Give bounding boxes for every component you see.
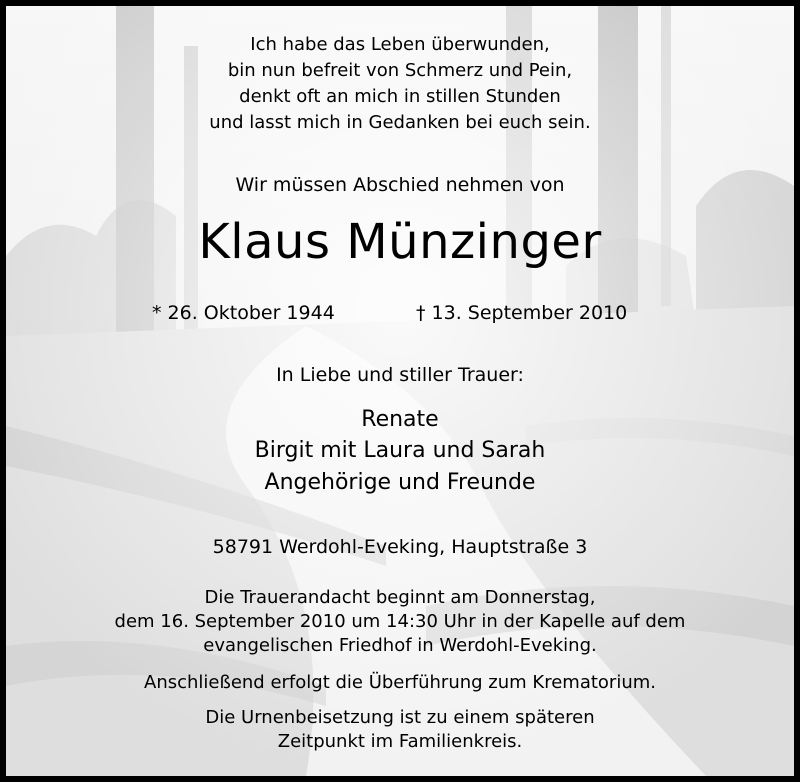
intro-line: Wir müssen Abschied nehmen von xyxy=(235,174,565,196)
verse-line-1: Ich habe das Leben überwunden, xyxy=(250,34,550,55)
transfer-line: Anschließend erfolgt die Überführung zum Krematorium. xyxy=(144,672,656,693)
birth-date: * 26. Oktober 1944 xyxy=(152,302,335,324)
service-line-3: evangelischen Friedhof in Werdohl-Eveking. xyxy=(203,635,597,656)
address: 58791 Werdohl-Eveking, Hauptstraße 3 xyxy=(212,536,588,558)
life-dates xyxy=(6,302,794,326)
mourner-1: Renate xyxy=(361,407,439,432)
verse-line-2: bin nun befreit von Schmerz und Pein, xyxy=(227,60,573,81)
deceased-name: Klaus Münzinger xyxy=(198,214,602,270)
verse-line-3: denkt oft an mich in stillen Stunden xyxy=(239,86,561,107)
urn-line-2: Zeitpunkt im Familienkreis. xyxy=(277,731,523,752)
grief-line: In Liebe und stiller Trauer: xyxy=(276,364,524,386)
service-line-2: dem 16. September 2010 um 14:30 Uhr in der Kapelle auf dem xyxy=(114,611,686,632)
death-date: † 13. September 2010 xyxy=(416,302,628,324)
mourner-3: Angehörige und Freunde xyxy=(264,470,536,495)
mourner-2: Birgit mit Laura und Sarah xyxy=(254,438,546,463)
service-line-1: Die Trauerandacht beginnt am Donnerstag, xyxy=(204,587,596,608)
verse-line-4: und lasst mich in Gedanken bei euch sein. xyxy=(209,112,591,133)
urn-line-1: Die Urnenbeisetzung ist zu einem späteren xyxy=(205,707,595,728)
